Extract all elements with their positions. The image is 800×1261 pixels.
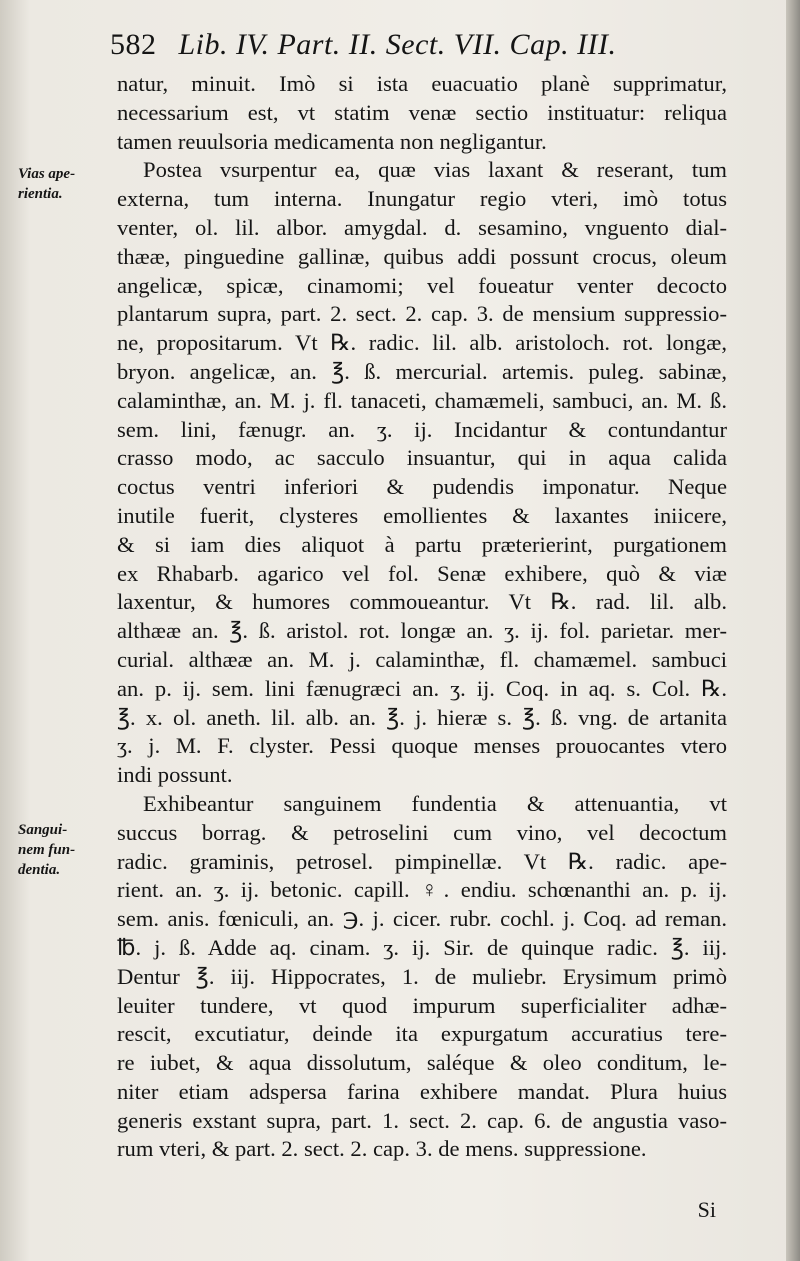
text-line: rient. an. ʒ. ij. betonic. capill. ♀. endiu. schœnanthi an. p. ij. xyxy=(117,877,727,903)
page-number: 582 xyxy=(110,28,157,61)
text-line: an. p. ij. sem. lini fænugræci an. ʒ. ij. Coq. in aq. s. Col. ℞. xyxy=(117,675,727,701)
margin-note-sanguinem-fundentia xyxy=(18,820,75,880)
text-line: calaminthæ, an. M. j. fl. tanaceti, chamæmeli, sambuci, an. M. ß. xyxy=(117,387,727,413)
running-header xyxy=(110,28,617,62)
text-line: crasso modo, ac sacculo insuantur, qui in aqua calida xyxy=(117,445,727,471)
margin-note-line: Sangui- xyxy=(18,822,68,838)
margin-note-line: dentia. xyxy=(18,862,61,878)
text-line: succus borrag. & petroselini cum vino, vel decoctum xyxy=(117,819,727,845)
text-line: angelicæ, spicæ, cinamomi; vel foueatur venter decocto xyxy=(117,272,727,298)
text-line: generis exstant supra, part. 1. sect. 2. cap. 6. de angustia vaso- xyxy=(117,1107,727,1133)
text-line: plantarum supra, part. 2. sect. 2. cap. 3. de mensium suppressio- xyxy=(117,301,727,327)
text-line: & si iam dies aliquot à partu præterierint, purgationem xyxy=(117,531,727,557)
text-line: ex Rhabarb. agarico vel fol. Senæ exhibere, quò & viæ xyxy=(117,560,727,586)
text-line: leuiter tundere, vt quod impurum superficialiter adhæ- xyxy=(117,992,727,1018)
margin-note-line: nem fun- xyxy=(18,842,76,858)
body-text xyxy=(117,70,727,1164)
text-line: tamen reuulsoria medicamenta non negligantur. xyxy=(117,128,547,154)
text-line: rum vteri, & part. 2. sect. 2. cap. 3. de mens. suppressione. xyxy=(117,1136,647,1162)
text-line: laxentur, & humores commoueantur. Vt ℞. rad. lil. alb. xyxy=(117,589,727,615)
text-line: necessarium est, vt statim venæ sectio instituatur: reliqua xyxy=(117,99,727,125)
text-line: althææ an. ℥. ß. aristol. rot. longæ an. ʒ. ij. fol. parietar. mer- xyxy=(117,618,727,644)
text-line: niter etiam adspersa farina exhibere mandat. Plura huius xyxy=(117,1078,727,1104)
running-title: Lib. IV. Part. II. Sect. VII. Cap. III. xyxy=(178,28,617,61)
text-line: coctus ventri inferiori & pudendis imponatur. Neque xyxy=(117,474,727,500)
margin-note-line: rientia. xyxy=(18,186,63,202)
margin-note-vias-aperientia xyxy=(18,164,75,204)
text-line: ℥. x. ol. aneth. lil. alb. an. ℥. j. hieræ s. ℥. ß. vng. de artanita xyxy=(117,704,727,730)
text-line: venter, ol. lil. albor. amygdal. d. sesamino, vnguento dial- xyxy=(117,214,727,240)
text-line: curial. althææ an. M. j. calaminthæ, fl. chamæmel. sambuci xyxy=(117,646,727,672)
text-line: Dentur ℥. iij. Hippocrates, 1. de muliebr. Erysimum primò xyxy=(117,963,727,989)
text-line: externa, tum interna. Inungatur regio vteri, imò totus xyxy=(117,186,727,212)
text-line: indi possunt. xyxy=(117,762,233,788)
catchword: Si xyxy=(697,1197,716,1222)
text-line: re iubet, & aqua dissolutum, saléque & oleo conditum, le- xyxy=(117,1050,727,1076)
text-line: bryon. angelicæ, an. ℥. ß. mercurial. artemis. puleg. sabinæ, xyxy=(117,358,727,384)
text-line: ℔. j. ß. Adde aq. cinam. ʒ. ij. Sir. de quinque radic. ℥. iij. xyxy=(117,934,727,960)
text-line: radic. graminis, petrosel. pimpinellæ. Vt ℞. radic. ape- xyxy=(117,848,727,874)
text-line: ʒ. j. M. F. clyster. Pessi quoque menses prouocantes vtero xyxy=(117,733,727,759)
margin-note-line: Vias ape- xyxy=(18,166,76,182)
text-line: natur, minuit. Imò si ista euacuatio planè supprimatur, xyxy=(117,71,727,96)
text-line: rescit, excutiatur, deinde ita expurgatum accuratius tere- xyxy=(117,1021,727,1047)
text-line: thææ, pinguedine gallinæ, quibus addi possunt crocus, oleum xyxy=(117,243,727,269)
text-line: ne, propositarum. Vt ℞. radic. lil. alb. aristoloch. rot. longæ, xyxy=(117,330,727,356)
text-line: Exhibeantur sanguinem fundentia & attenuantia, vt xyxy=(143,790,727,816)
text-line: sem. lini, fænugr. an. ʒ. ij. Incidantur & contundantur xyxy=(117,416,727,442)
page-edge-shadow xyxy=(786,0,800,1261)
text-line: inutile fuerit, clysteres emollientes & laxantes iniicere, xyxy=(117,502,727,528)
text-line: Postea vsurpentur ea, quæ vias laxant & reserant, tum xyxy=(143,157,727,183)
text-line: sem. anis. fœniculi, an. ℈. j. cicer. rubr. cochl. j. Coq. ad reman. xyxy=(117,906,727,932)
